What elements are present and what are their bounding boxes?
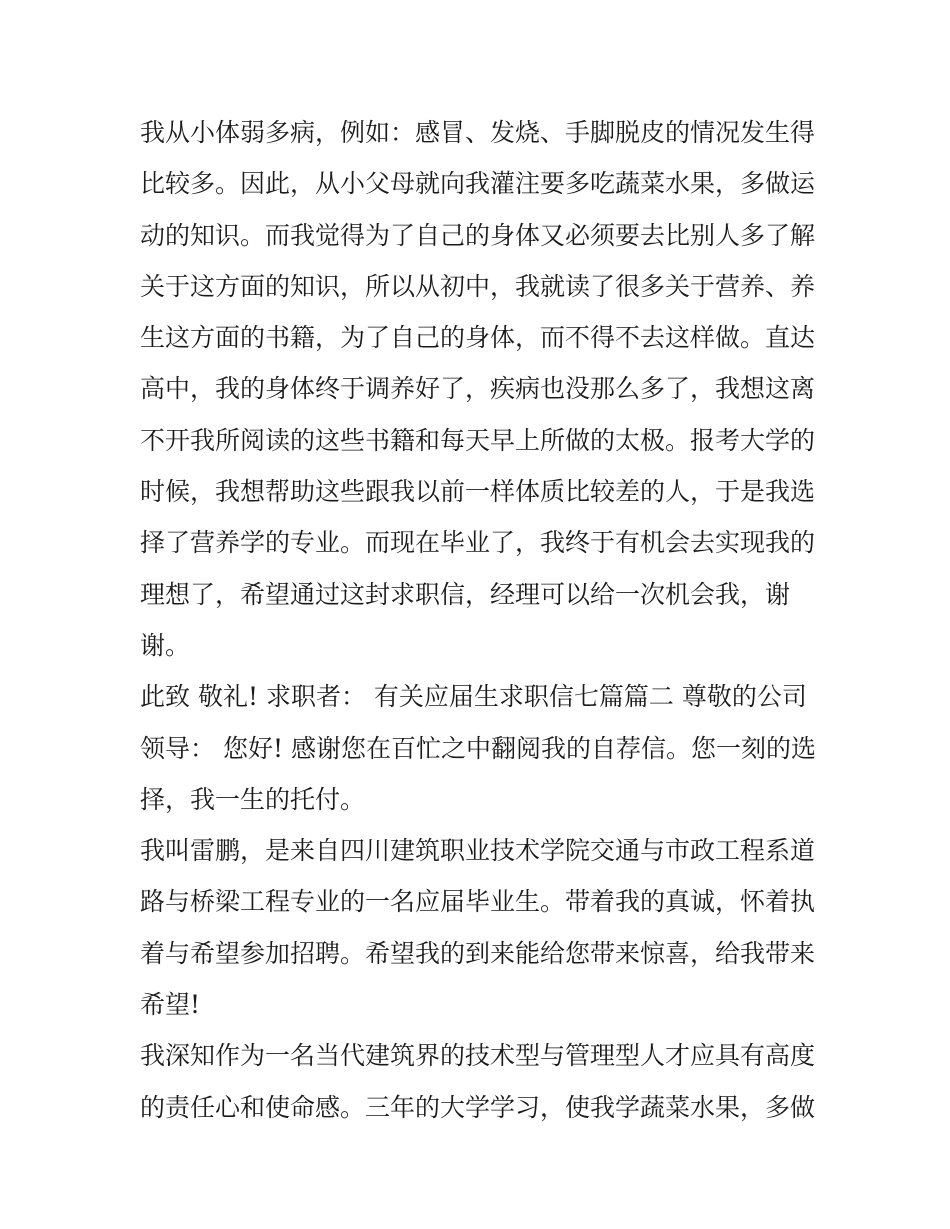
text-line: 我深知作为一名当代建筑界的技术型与管理型人才应具有高度	[140, 1041, 816, 1071]
text-line: 择了营养学的专业。而现在毕业了，我终于有机会去实现我的	[140, 528, 816, 558]
text-line: 谢。	[140, 630, 191, 660]
text-line: 的责任心和使命感。三年的大学学习，使我学蔬菜水果，多做	[140, 1092, 816, 1122]
text-line: 比较多。因此，从小父母就向我灌注要多吃蔬菜水果，多做运	[140, 169, 816, 199]
text-line: 希望!	[140, 990, 201, 1020]
text-line: 我从小体弱多病，例如：感冒、发烧、手脚脱皮的情况发生得	[140, 118, 816, 147]
text-line: 生这方面的书籍，为了自己的身体，而不得不去这样做。直达	[140, 323, 816, 353]
text-line: 高中，我的身体终于调养好了，疾病也没那么多了，我想这离	[140, 374, 816, 404]
text-line: 着与希望参加招聘。希望我的到来能给您带来惊喜，给我带来	[140, 938, 816, 968]
text-line: 关于这方面的知识，所以从初中，我就读了很多关于营养、养	[140, 271, 816, 301]
text-line: 不开我所阅读的这些书籍和每天早上所做的太极。报考大学的	[140, 425, 816, 455]
text-line: 路与桥梁工程专业的一名应届毕业生。带着我的真诚，怀着执	[140, 887, 816, 917]
text-line: 我叫雷鹏，是来自四川建筑职业技术学院交通与市政工程系道	[140, 836, 816, 866]
document-body	[140, 107, 820, 1133]
text-line: 动的知识。而我觉得为了自己的身体又必须要去比别人多了解	[140, 220, 816, 250]
text-line: 理想了，希望通过这封求职信，经理可以给一次机会我，谢	[140, 579, 791, 609]
text-line: 择，我一生的托付。	[140, 784, 366, 814]
text-line: 时候，我想帮助这些跟我以前一样体质比较差的人，于是我选	[140, 477, 816, 507]
text-line: 此致 敬礼! 求职者： 有关应届生求职信七篇篇二 尊敬的公司	[140, 682, 807, 712]
text-line: 领导： 您好! 感谢您在百忙之中翻阅我的自荐信。您一刻的选	[140, 733, 816, 763]
